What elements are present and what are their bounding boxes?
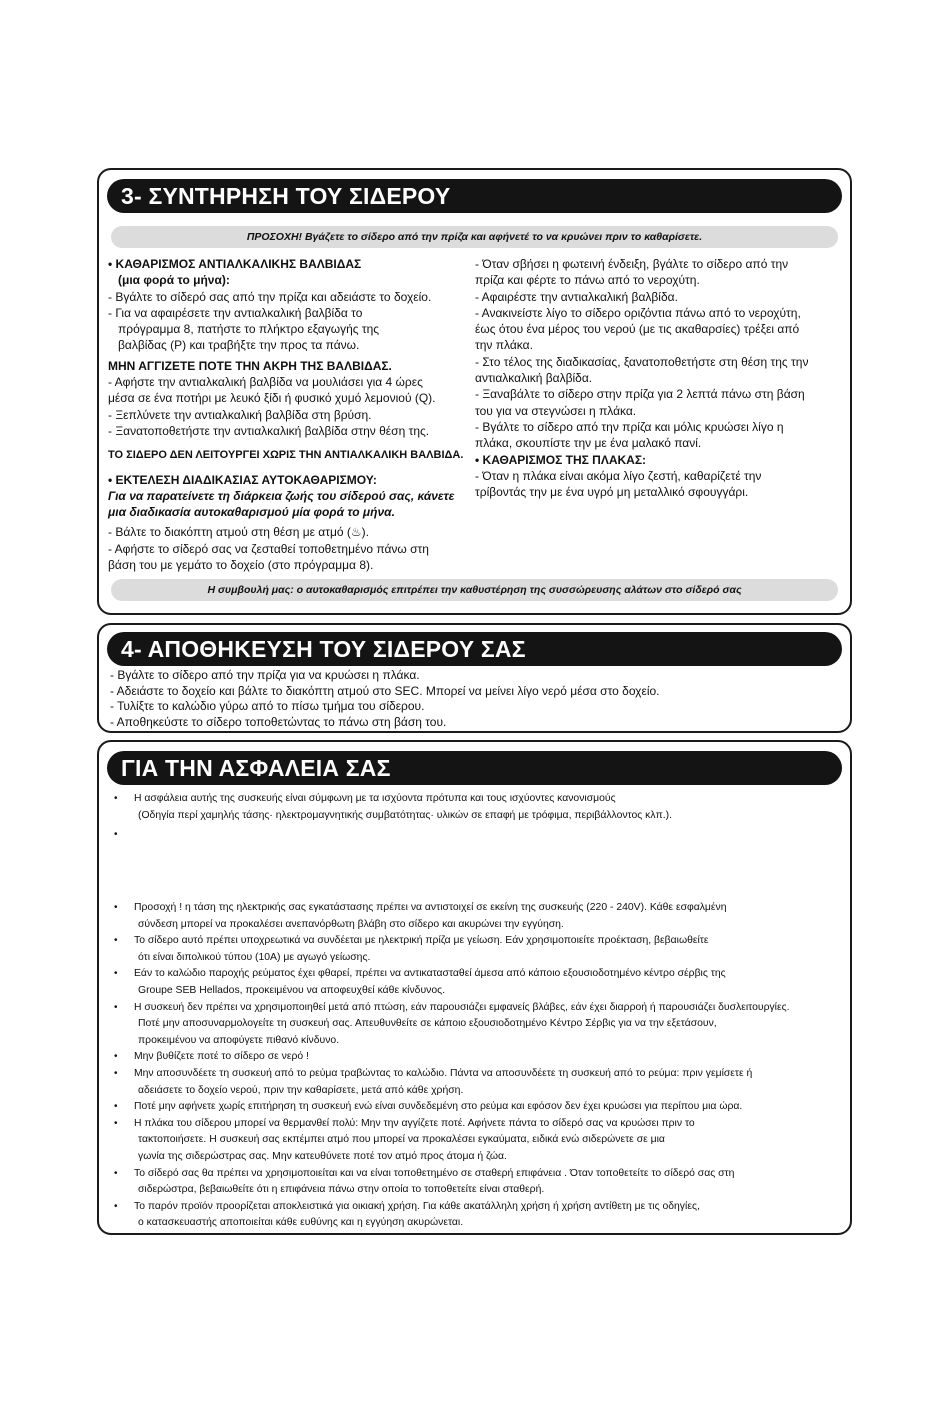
text-line: - Ανακινείστε λίγο το σίδερο οριζόντια πάνω από το νεροχύτη, — [475, 305, 801, 320]
list-item: • Μην αποσυνδέετε τη συσκευή από το ρεύμα τραβώντας το καλώδιο. Πάντα να αποσυνδέετε τη συσκευή από το ρεύμα: πριν γεμίσετε ή — [114, 1067, 753, 1079]
text-line: τρίβοντάς την με ένα υγρό μη μεταλλικό σφουγγάρι. — [475, 485, 749, 500]
text-line: - Αφαιρέστε την αντιαλκαλική βαλβίδα. — [475, 289, 678, 304]
safety-list-continued — [114, 900, 790, 1232]
text-line: - Για να αφαιρέσετε την αντιαλκαλική βαλβίδα το — [108, 305, 363, 320]
text-line: πλάκα, σκουπίστε την με ένα μαλακό πανί. — [475, 436, 702, 451]
list-item: • Η πλάκα του σίδερου μπορεί να θερμανθεί πολύ: Μην την αγγίζετε ποτέ. Αφήνετε πάντα το σίδερό σας να κρυώσει πριν το — [114, 1117, 695, 1129]
text-line: σιδερώστρα, βεβαιωθείτε ότι η επιφάνεια πάνω στην οποία το τοποθετείτε είναι σταθερή. — [138, 1184, 545, 1196]
storage-list — [110, 668, 660, 730]
text-line: σύνδεση μπορεί να προκαλέσει ανεπανόρθωτη βλάβη στο σίδερο και ακυρώνει την εγγύηση. — [138, 918, 564, 930]
self-clean-intro: μια διαδικασία αυτοκαθαρισμού μία φορά το μήνα. — [108, 505, 395, 520]
text-line: (Οδηγία περί χαμηλής τάσης· ηλεκτρομαγνητικής συμβατότητας· υλικών σε επαφή με τρόφιμα, περιβάλλοντος κλπ.). — [138, 809, 672, 821]
text-line: πρίζα και φέρτε το πάνω από το νεροχύτη. — [475, 273, 700, 288]
soleplate-cleaning-heading: • ΚΑΘΑΡΙΣΜΟΣ ΤΗΣ ΠΛΑΚΑΣ: — [475, 452, 647, 467]
list-item: • Η συσκευή δεν πρέπει να χρησιμοποιηθεί μετά από πτώση, εάν παρουσιάζει εμφανείς βλάβες, εάν έχει διαρροή ή παρουσιάζει δυσλειτουργίες. — [114, 1001, 790, 1013]
text-line: ο κατασκευαστής αποποιείται κάθε ευθύνης και η εγγύηση ακυρώνεται. — [138, 1217, 464, 1229]
text-line: - Βγάλτε το σίδερο από την πρίζα και μόλις κρυώσει λίγο η — [475, 419, 784, 434]
text-line: του για να στεγνώσει η πλάκα. — [475, 403, 637, 418]
maintenance-section — [97, 168, 852, 615]
safety-list: • Η ασφάλεια αυτής της συσκευής είναι σύμφωνη με τα ισχύοντα πρότυπα και τους ισχύοντες κανονισμούς (Οδηγία περί χαμηλής τάσης· ηλεκτρομαγνητικής συμβατότητας· υλικών σε επαφή με τρόφιμα, περιβάλλοντος κλπ.). • — [114, 793, 672, 841]
maintenance-tip: Η συμβουλή μας: ο αυτοκαθαρισμός επιτρέπει την καθυστέρηση της συσσώρευσης αλάτων στο σίδερό σας — [111, 579, 838, 601]
text-line: ότι είναι διπολικού τύπου (10Α) με αγωγό γείωσης. — [138, 951, 371, 963]
text-line: - Αφήστε το σίδερό σας να ζεσταθεί τοποθετημένο πάνω στη — [108, 541, 429, 556]
list-item: • Η ασφάλεια αυτής της συσκευής είναι σύμφωνη με τα ισχύοντα πρότυπα και τους ισχύοντες κανονισμούς — [114, 793, 616, 804]
text-line: προκειμένου να αποφύγετε πιθανό κίνδυνο. — [138, 1034, 340, 1046]
valve-warning-heading: ΜΗΝ ΑΓΓΙΖΕΤΕ ΠΟΤΕ ΤΗΝ ΑΚΡΗ ΤΗΣ ΒΑΛΒΙΔΑΣ. — [108, 358, 392, 373]
text-line: τακτοποιήσετε. Η συσκευή σας εκπέμπει ατμό που μπορεί να προκαλέσει εγκαύματα, ειδικά ενώ σιδερώνετε σε μια — [138, 1134, 665, 1146]
maintenance-right-column — [475, 256, 845, 500]
text-line: αδειάσετε το δοχείο νερού, πριν την καθαρίσετε, μετά από κάθε χρήση. — [138, 1084, 464, 1096]
list-item: - Αποθηκεύστε το σίδερο τοποθετώντας το πάνω στη βάση του. — [110, 714, 447, 729]
text-line: πρόγραμμα 8, πατήστε το πλήκτρο εξαγωγής της — [118, 322, 380, 337]
text-line: - Όταν σβήσει η φωτεινή ένδειξη, βγάλτε το σίδερο από την — [475, 257, 789, 271]
list-item: - Βγάλτε το σίδερο από την πρίζα για να κρυώσει η πλάκα. — [110, 668, 420, 682]
maintenance-warning: ΠΡΟΣΟΧΗ! Βγάζετε το σίδερο από την πρίζα και αφήνετέ το να κρυώνει πριν το καθαρίσετε. — [111, 226, 838, 248]
self-clean-intro: Για να παρατείνετε τη διάρκεια ζωής του σίδερού σας, κάνετε — [108, 488, 455, 503]
self-clean-heading: • ΕΚΤΕΛΕΣΗ ΔΙΑΔΙΚΑΣΙΑΣ ΑΥΤΟΚΑΘΑΡΙΣΜΟΥ: — [108, 472, 377, 487]
text-line: Groupe SEB Hellados, προκειμένου να αποφευχθεί κάθε κίνδυνος. — [138, 984, 446, 996]
maintenance-left-column — [108, 256, 473, 573]
list-item: • Το παρόν προϊόν προορίζεται αποκλειστικά για οικιακή χρήση. Για κάθε ακατάλληλη χρήση ή χρήση αντίθετη με τις οδηγίες, — [114, 1200, 700, 1212]
list-item: • Προσοχή ! η τάση της ηλεκτρικής σας εγκατάστασης πρέπει να αντιστοιχεί σε εκείνη της συσκευής (220 - 240V). Κάθε εσφαλμένη — [114, 902, 727, 913]
text-line: την πλάκα. — [475, 338, 533, 353]
list-item: • Εάν το καλώδιο παροχής ρεύματος έχει φθαρεί, πρέπει να αντικατασταθεί άμεσα από κάποιο εξουσιοδοτημένο κέντρο σέρβις της — [114, 968, 726, 980]
text-line: αντιαλκαλική βαλβίδα. — [475, 371, 593, 386]
text-line: - Ξαναβάλτε το σίδερο στην πρίζα για 2 λεπτά πάνω στη βάση — [475, 387, 805, 402]
text-line: - Ξεπλύνετε την αντιαλκαλική βαλβίδα στη βρύση. — [108, 407, 372, 422]
valve-cleaning-heading: • ΚΑΘΑΡΙΣΜΟΣ ΑΝΤΙΑΛΚΑΛΙΚΗΣ ΒΑΛΒΙΔΑΣ — [108, 257, 362, 271]
list-item: • Το σίδερο αυτό πρέπει υποχρεωτικά να συνδέεται με ηλεκτρική πρίζα με γείωση. Εάν χρησιμοποιείτε προέκταση, βεβαιωθείτε — [114, 935, 709, 947]
text-line: - Ξανατοποθετήστε την αντιαλκαλική βαλβίδα στην θέση της. — [108, 423, 430, 438]
maintenance-title: 3- ΣΥΝΤΗΡΗΣΗ ΤΟΥ ΣΙΔΕΡΟΥ — [107, 179, 842, 213]
text-line: βάση του με γεμάτο το δοχείο (στο πρόγραμμα 8). — [108, 558, 374, 573]
safety-title: ΓΙΑ ΤΗΝ ΑΣΦΑΛΕΙΑ ΣΑΣ — [107, 751, 842, 785]
text-line: έως ότου ένα μέρος του νερού (με τις ακαθαρσίες) τρέξει από — [475, 322, 800, 337]
text-line: - Βγάλτε το σίδερό σας από την πρίζα και αδειάστε το δοχείο. — [108, 289, 432, 304]
text-line: - Στο τέλος της διαδικασίας, ξανατοποθετήστε στη θέση της την — [475, 354, 809, 369]
valve-cleaning-frequency: (μια φορά το μήνα): — [118, 273, 230, 288]
list-item: • Μην βυθίζετε ποτέ το σίδερο σε νερό ! — [114, 1051, 309, 1063]
valve-required-heading: ΤΟ ΣΙΔΕΡΟ ΔΕΝ ΛΕΙΤΟΥΡΓΕΙ ΧΩΡΙΣ ΤΗΝ ΑΝΤΙΑΛΚΑΛΙΚΗ ΒΑΛΒΙΔΑ. — [108, 449, 464, 462]
storage-title: 4- ΑΠΟΘΗΚΕΥΣΗ ΤΟΥ ΣΙΔΕΡΟΥ ΣΑΣ — [107, 632, 842, 666]
text-line: - Όταν η πλάκα είναι ακόμα λίγο ζεστή, καθαρίζετέ την — [475, 468, 762, 483]
text-line: Ποτέ μην αποσυναρμολογείτε τη συσκευή σας. Απευθυνθείτε σε κάποιο εξουσιοδοτημένο Κέντρο Σέρβις για να την εξετάσουν, — [138, 1018, 717, 1030]
list-item: - Αδειάστε το δοχείο και βάλτε το διακόπτη ατμού στο SEC. Μπορεί να μείνει λίγο νερό μέσα στο δοχείο. — [110, 683, 660, 698]
list-item: - Τυλίξτε το καλώδιο γύρω από το πίσω τμήμα του σίδερου. — [110, 699, 425, 713]
text-line: - Βάλτε το διακόπτη ατμού στη θέση με ατμό (♨). — [108, 525, 369, 540]
text-line: - Αφήστε την αντιαλκαλική βαλβίδα να μουλιάσει για 4 ώρες — [108, 375, 423, 390]
list-item: • Το σίδερό σας θα πρέπει να χρησιμοποιείται και να είναι τοποθετημένο σε σταθερή επιφάνεια . Όταν τοποθετείτε το σίδερό σας στη — [114, 1167, 735, 1179]
list-item: • Ποτέ μην αφήνετε χωρίς επιτήρηση τη συσκευή ενώ είναι συνδεδεμένη στο ρεύμα και εφόσον δεν έχει κρυώσει για περίπου μια ώρα. — [114, 1101, 743, 1113]
text-line: μέσα σε ένα ποτήρι με λευκό ξίδι ή φυσικό χυμό λεμονιού (Q). — [108, 391, 436, 406]
text-line: βαλβίδας (P) και τραβήξτε την προς τα πάνω. — [118, 338, 360, 353]
text-line: γωνία της σιδερώστρας σας. Μην κατευθύνετε ποτέ τον ατμό προς άτομα ή ζώα. — [138, 1150, 507, 1162]
